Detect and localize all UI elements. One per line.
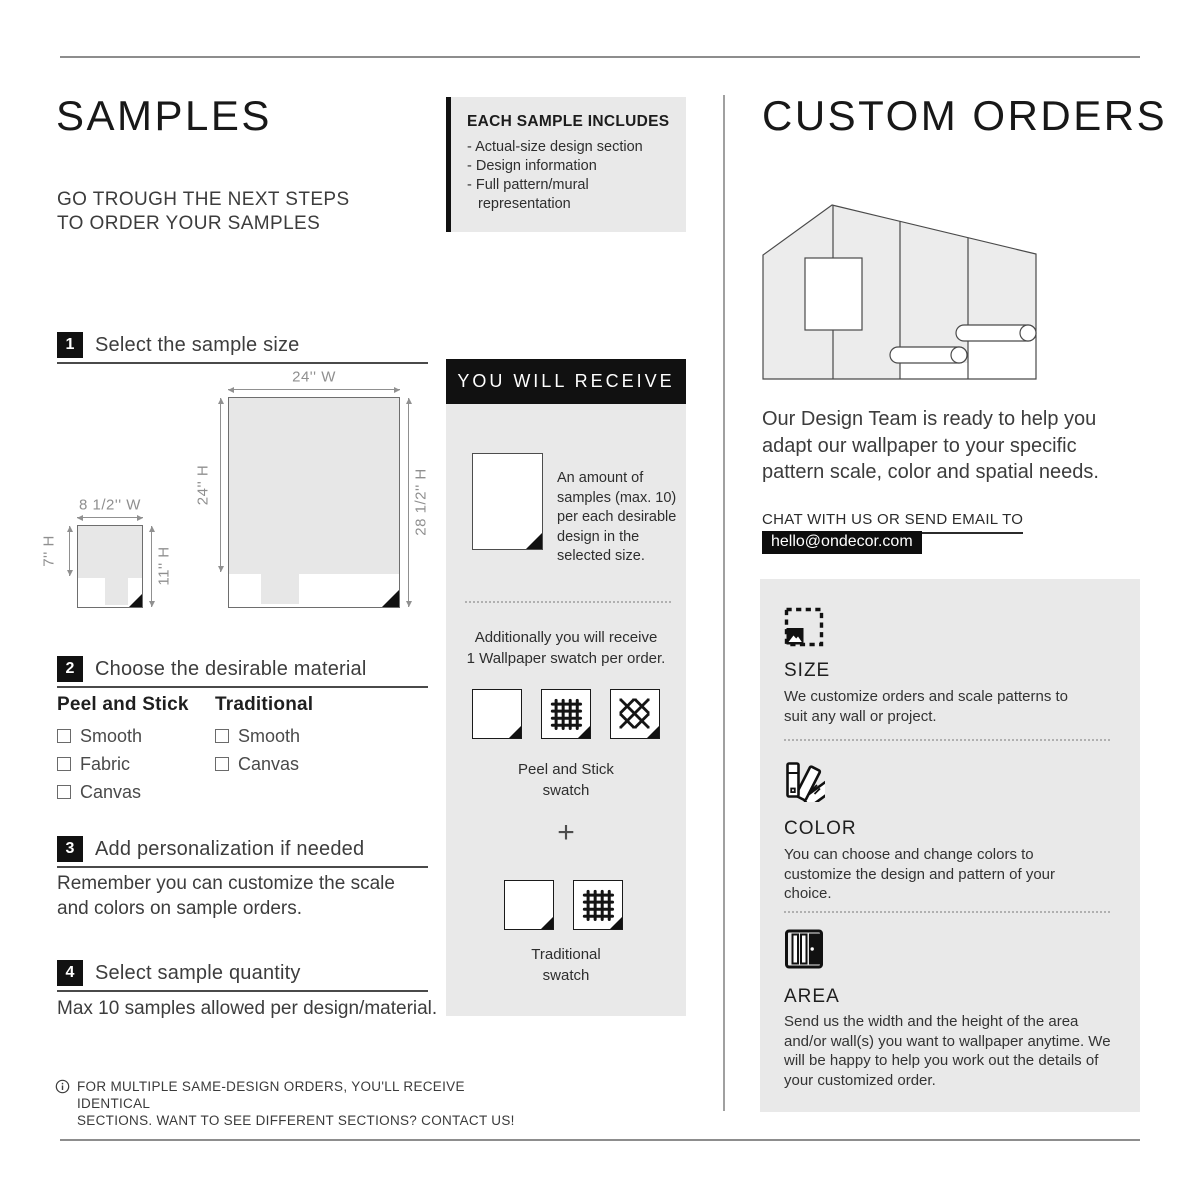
material-option[interactable] [215, 753, 313, 775]
step-2-header [57, 656, 428, 688]
custom-orders-title: CUSTOM ORDERS [762, 92, 1168, 139]
grid-pattern-swatch [541, 689, 591, 739]
footnote-line2: SECTIONS. WANT TO SEE DIFFERENT SECTIONS? CONTACT US! [77, 1113, 515, 1128]
dimension-label: 7'' H [40, 535, 58, 567]
checkbox-label: Fabric [80, 753, 131, 774]
resize-image-icon [784, 607, 824, 647]
dimension-line [220, 398, 221, 572]
crosshatch-pattern-swatch [610, 689, 660, 739]
checkbox-label: Smooth [238, 725, 301, 746]
grid-pattern-swatch [573, 880, 623, 930]
feature-area-body: Send us the width and the height of the area and/or wall(s) you want to wallpaper anytime. We will be happy to help you work out the details of your customized order. [784, 1013, 1111, 1089]
folded-corner [382, 590, 399, 607]
dimension-label: 8 1/2'' W [79, 496, 141, 514]
step-1-number-badge: 1 [57, 332, 83, 358]
step-3-header [57, 836, 428, 868]
traditional-swatch-label-line1: Traditional [531, 946, 601, 963]
wallpaper-wall-illustration [757, 192, 1037, 382]
additional-line2: 1 Wallpaper swatch per order. [466, 650, 666, 667]
plain-swatch [504, 880, 554, 930]
dimension-label: 24'' H [194, 464, 212, 506]
samples-intro [57, 188, 350, 236]
peel-swatch-label [446, 759, 686, 801]
traditional-swatch-label [446, 944, 686, 986]
sample-diagram-small [77, 525, 143, 608]
material-option[interactable] [57, 725, 189, 747]
checkbox[interactable] [215, 729, 229, 743]
plus-sign: + [557, 816, 575, 849]
material-title: Peel and Stick [57, 694, 189, 715]
material-title: Traditional [215, 694, 314, 715]
checkbox[interactable] [57, 729, 71, 743]
step-4-body: Max 10 samples allowed per design/material. [57, 998, 438, 1019]
you-will-receive-header: YOU WILL RECEIVE [446, 359, 686, 404]
samples-intro-line2: TO ORDER YOUR SAMPLES [57, 213, 321, 234]
samples-intro-line1: GO TROUGH THE NEXT STEPS [57, 189, 350, 210]
dimension-line [408, 398, 409, 607]
material-option[interactable] [215, 725, 313, 747]
checkbox-label: Smooth [80, 725, 143, 746]
dotted-divider [784, 739, 1110, 741]
top-rule [60, 56, 1140, 58]
folded-corner [541, 917, 553, 929]
includes-item: - Full pattern/mural representation [467, 176, 674, 214]
checkbox[interactable] [57, 757, 71, 771]
checkbox[interactable] [57, 785, 71, 799]
feature-color-body: You can choose and change colors to customize the design and pattern of your choice. [784, 846, 1055, 902]
bottom-rule [60, 1139, 1140, 1141]
feature-size-title: SIZE [784, 660, 831, 681]
dimension-line [228, 389, 400, 390]
dimension-line [77, 517, 143, 518]
folded-corner [509, 726, 521, 738]
includes-item: - Design information [467, 157, 674, 176]
material-column-peel-and-stick [57, 694, 189, 809]
dimension-label: 28 1/2'' H [412, 468, 430, 536]
includes-item: - Actual-size design section [467, 138, 674, 157]
sample-inner-square [261, 574, 299, 604]
dimension-label: 24'' W [292, 368, 336, 386]
step-1-title: Select the sample size [95, 333, 300, 356]
sample-inner-square [105, 576, 128, 605]
step-4-title: Select sample quantity [95, 961, 301, 984]
each-sample-includes-box [446, 97, 686, 232]
feature-size-body: We customize orders and scale patterns to suit any wall or project. [784, 688, 1069, 725]
step-2-number-badge: 2 [57, 656, 83, 682]
column-divider [723, 95, 725, 1111]
folded-corner [610, 917, 622, 929]
step-2-title: Choose the desirable material [95, 657, 367, 680]
sample-design-area [229, 398, 399, 574]
info-icon [55, 1079, 70, 1129]
step-4-header [57, 960, 428, 992]
folded-corner [129, 594, 142, 607]
chat-with-us-label: CHAT WITH US OR SEND EMAIL TO [762, 511, 1023, 534]
samples-amount-text: An amount of samples (max. 10) per each desirable design in the selected size. [557, 470, 677, 564]
peel-swatch-label-line1: Peel and Stick [518, 761, 614, 778]
peel-and-stick-swatches [472, 689, 660, 739]
feature-area-title: AREA [784, 986, 840, 1007]
checkbox-label: Canvas [80, 781, 142, 802]
step-3-number-badge: 3 [57, 836, 83, 862]
step-3-body: Remember you can customize the scale and colors on sample orders. [57, 873, 395, 919]
color-swatches-icon [783, 760, 825, 802]
step-1-header [57, 332, 428, 364]
additional-swatch-text [446, 627, 686, 669]
material-column-traditional [215, 694, 313, 781]
email-address[interactable]: hello@ondecor.com [762, 531, 922, 554]
additional-line1: Additionally you will receive [474, 629, 658, 646]
dotted-divider [784, 911, 1110, 913]
feature-color-title: COLOR [784, 818, 857, 839]
folded-corner [526, 533, 542, 549]
folded-corner [647, 726, 659, 738]
design-team-text: Our Design Team is ready to help you adapt our wallpaper to your specific pattern scale, color and spatial needs. [762, 408, 1099, 483]
folded-corner [578, 726, 590, 738]
footnote-text [77, 1078, 535, 1129]
traditional-swatch-label-line2: swatch [542, 967, 590, 984]
peel-swatch-label-line2: swatch [542, 782, 590, 799]
sample-sheet-illustration [472, 453, 543, 550]
dimension-line [151, 526, 152, 607]
traditional-swatches [504, 880, 623, 930]
dimension-label: 11'' H [155, 546, 173, 586]
dimension-line [69, 526, 70, 576]
step-4-number-badge: 4 [57, 960, 83, 986]
material-option[interactable] [57, 781, 189, 803]
footnote-line1: FOR MULTIPLE SAME-DESIGN ORDERS, YOU'LL RECEIVE IDENTICAL [77, 1079, 465, 1111]
wall-door-icon [784, 929, 824, 969]
material-option[interactable] [57, 753, 189, 775]
step-3-title: Add personalization if needed [95, 837, 365, 860]
samples-title: SAMPLES [56, 92, 272, 139]
sample-diagram-large [228, 397, 400, 608]
includes-title: EACH SAMPLE INCLUDES [467, 113, 670, 130]
sample-design-area [78, 526, 142, 578]
checkbox-label: Canvas [238, 753, 300, 774]
checkbox[interactable] [215, 757, 229, 771]
dotted-divider [465, 601, 671, 603]
plain-swatch [472, 689, 522, 739]
footnote [55, 1078, 535, 1129]
